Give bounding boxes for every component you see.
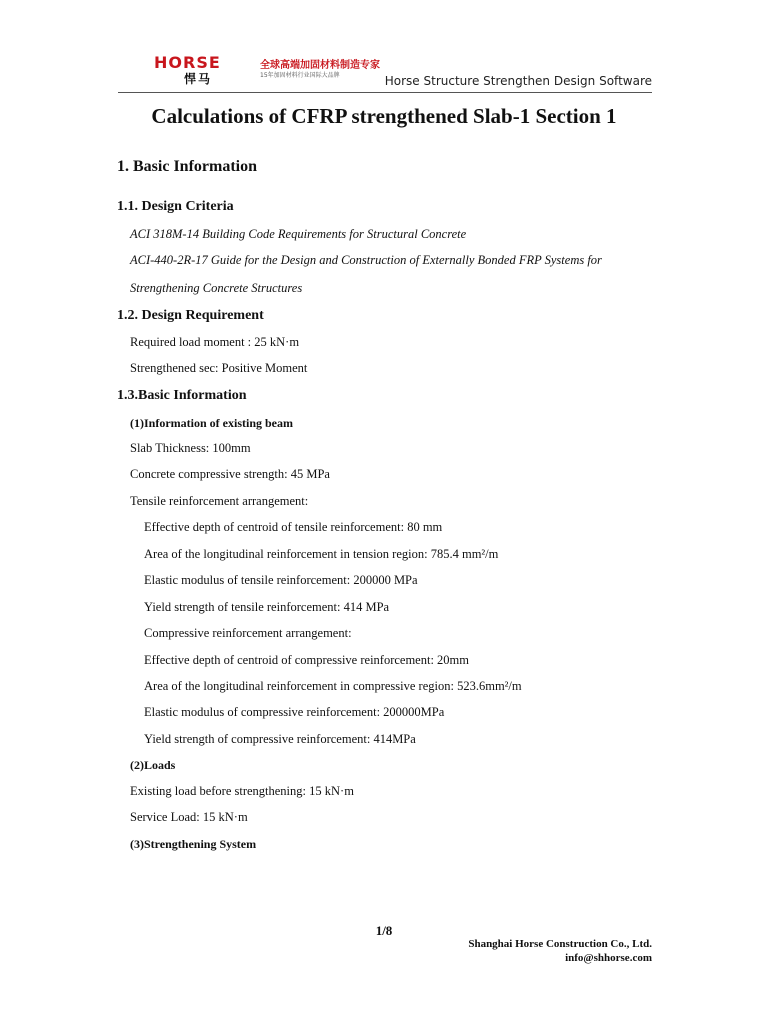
criteria-item: ACI 318M-14 Building Code Requirements for Structural Concrete	[130, 227, 467, 241]
header-slogan-sub: 15年加固材料行业国际大品牌	[260, 72, 340, 79]
software-name: Horse Structure Strengthen Design Software	[384, 74, 652, 88]
existing-beam-line: Tensile reinforcement arrangement:	[130, 494, 309, 508]
heading-design-requirement: 1.2. Design Requirement	[117, 308, 264, 323]
reinforcement-detail: Yield strength of compressive reinforcement: 414MPa	[144, 732, 416, 746]
svg-text:HORSE: HORSE	[154, 54, 221, 70]
load-line: Existing load before strengthening: 15 kN·m	[130, 784, 354, 798]
criteria-item: ACI-440-2R-17 Guide for the Design and Construction of Externally Bonded FRP Systems for	[130, 253, 602, 267]
requirement-line: Strengthened sec: Positive Moment	[130, 361, 308, 375]
reinforcement-detail: Area of the longitudinal reinforcement in compressive region: 523.6mm²/m	[144, 679, 522, 693]
horse-logo-mark-icon	[154, 54, 250, 70]
reinforcement-detail: Area of the longitudinal reinforcement in tension region: 785.4 mm²/m	[144, 547, 499, 561]
page-title: Calculations of CFRP strengthened Slab-1 Section 1	[151, 104, 617, 128]
page-header	[118, 44, 652, 94]
footer-email: info@shhorse.com	[565, 952, 652, 964]
section-heading-basic-information: 1. Basic Information	[117, 158, 257, 175]
logo-chinese-name: 悍马	[184, 72, 213, 86]
page-footer	[468, 937, 652, 965]
requirement-line: Required load moment : 25 kN·m	[130, 335, 300, 349]
reinforcement-detail: Effective depth of centroid of tensile reinforcement: 80 mm	[144, 520, 443, 534]
reinforcement-detail: Effective depth of centroid of compressive reinforcement: 20mm	[144, 653, 469, 667]
existing-beam-line: Slab Thickness: 100mm	[130, 441, 251, 455]
reinforcement-detail: Elastic modulus of compressive reinforcement: 200000MPa	[144, 705, 445, 719]
existing-beam-line: Concrete compressive strength: 45 MPa	[130, 467, 330, 481]
heading-strengthening-system: (3)Strengthening System	[130, 837, 257, 851]
page-number: 1/8	[375, 923, 393, 938]
criteria-item: Strengthening Concrete Structures	[130, 281, 303, 295]
footer-company: Shanghai Horse Construction Co., Ltd.	[468, 938, 652, 950]
reinforcement-detail: Elastic modulus of tensile reinforcement: 200000 MPa	[144, 573, 418, 587]
reinforcement-detail: Compressive reinforcement arrangement:	[144, 626, 352, 640]
header-slogan: 全球高端加固材料制造专家	[260, 60, 380, 71]
heading-design-criteria: 1.1. Design Criteria	[117, 199, 234, 214]
load-line: Service Load: 15 kN·m	[130, 810, 248, 824]
heading-basic-information: 1.3.Basic Information	[117, 388, 247, 403]
heading-existing-beam: (1)Information of existing beam	[130, 416, 293, 430]
header-divider	[118, 92, 652, 93]
heading-loads: (2)Loads	[130, 758, 176, 772]
horse-logo	[154, 54, 380, 90]
reinforcement-detail: Yield strength of tensile reinforcement: 414 MPa	[144, 600, 390, 614]
